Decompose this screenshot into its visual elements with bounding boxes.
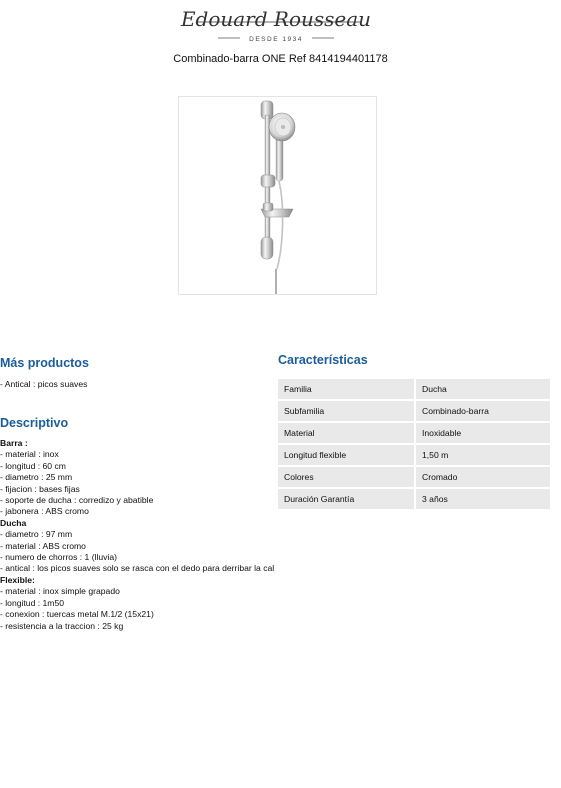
characteristics-table (278, 377, 550, 511)
product-title: Combinado-barra ONE Ref 8414194401178 (173, 53, 388, 65)
characteristics-value: 3 años (416, 489, 550, 509)
characteristics-value: Combinado-barra (416, 401, 550, 421)
description-section-title: Flexible: (0, 574, 35, 585)
characteristics-row (278, 379, 550, 399)
product-image (178, 96, 377, 295)
description-line: - numero de chorros : 1 (lluvia) (0, 552, 118, 563)
description-heading: Descriptivo (0, 416, 69, 430)
more-products-heading: Más productos (0, 356, 89, 370)
description-line: - fijacion : bases fijas (0, 483, 80, 494)
description-section-title: Barra : (0, 438, 28, 448)
description-section-title: Ducha (0, 517, 27, 528)
description-line: - longitud : 1m50 (0, 597, 65, 608)
shower-set-illustration (179, 97, 376, 294)
characteristics-value: Inoxidable (416, 423, 550, 443)
characteristics-label: Familia (278, 379, 416, 399)
description-line: - antical : los picos suaves solo se rasca con el dedo para derribar la cal (0, 563, 275, 574)
description-line: - jabonera : ABS cromo (0, 506, 89, 517)
description-line: - conexion : tuercas metal M.1/2 (15x21) (0, 609, 154, 620)
characteristics-label: Material (278, 423, 416, 443)
characteristics-label: Colores (278, 467, 416, 487)
brand-logo (0, 0, 561, 48)
characteristics-value: Ducha (416, 379, 550, 399)
characteristics-heading: Características (278, 353, 368, 367)
description-line: - soporte de ducha : corredizo y abatible (0, 495, 154, 506)
more-products-item[interactable]: - Antical : picos suaves (0, 379, 88, 389)
description-line: - longitud : 60 cm (0, 460, 66, 471)
description-line: - material : inox simple grapado (0, 586, 120, 597)
description-list (0, 438, 276, 632)
description-line: - material : ABS cromo (0, 540, 86, 551)
brand-script-name: Edouard Rousseau (180, 7, 372, 31)
brand-tagline: DESDE 1934 (249, 36, 303, 43)
description-line: - resistencia a la traccion : 25 kg (0, 620, 124, 631)
characteristics-value: Cromado (416, 467, 550, 487)
characteristics-row (278, 423, 550, 443)
brand-logo-mark (0, 0, 561, 48)
characteristics-row (278, 401, 550, 421)
characteristics-label: Longitud flexible (278, 445, 416, 465)
description-line: - material : inox (0, 449, 59, 460)
characteristics-row (278, 467, 550, 487)
characteristics-row (278, 489, 550, 509)
characteristics-row (278, 445, 550, 465)
characteristics-value: 1,50 m (416, 445, 550, 465)
characteristics-label: Subfamilia (278, 401, 416, 421)
description-line: - diametro : 25 mm (0, 472, 73, 483)
description-line: - diametro : 97 mm (0, 529, 73, 540)
characteristics-label: Duración Garantía (278, 489, 416, 509)
